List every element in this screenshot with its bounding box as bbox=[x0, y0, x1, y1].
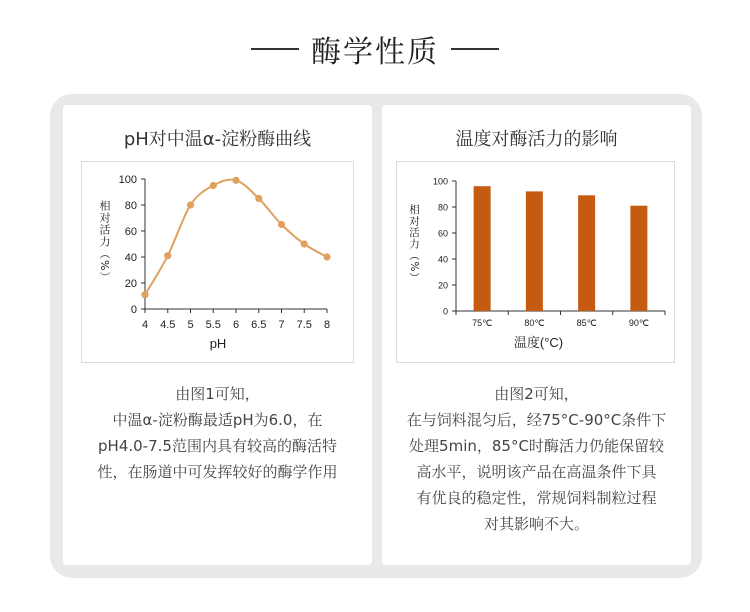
temp-description bbox=[396, 381, 677, 537]
data-point bbox=[141, 291, 148, 298]
x-tick-label: 4.5 bbox=[160, 319, 176, 331]
data-point bbox=[164, 252, 171, 259]
ph-card bbox=[63, 105, 372, 565]
x-tick-label: 90℃ bbox=[628, 318, 649, 328]
desc-line: 中温α-淀粉酶最适pH为6.0，在 bbox=[112, 411, 323, 429]
temp-bar-chart bbox=[397, 162, 676, 364]
bar bbox=[578, 195, 595, 311]
bar bbox=[474, 186, 491, 311]
temperature-card bbox=[382, 105, 691, 565]
ph-chart-frame bbox=[81, 161, 354, 363]
page-header bbox=[0, 26, 750, 72]
x-tick-label: 4 bbox=[141, 319, 149, 331]
y-tick-label: 40 bbox=[124, 252, 137, 264]
data-point bbox=[278, 221, 285, 228]
bar bbox=[630, 206, 647, 311]
x-tick-label: 7.5 bbox=[296, 319, 312, 331]
data-point bbox=[255, 195, 262, 202]
desc-line: 处理5min，85°C时酶活力仍能保留较 bbox=[409, 437, 664, 455]
title-right-dash bbox=[451, 48, 499, 50]
y-tick-label: 80 bbox=[437, 202, 448, 213]
y-tick-label: 80 bbox=[124, 200, 137, 212]
ph-line-chart bbox=[82, 162, 355, 364]
y-tick-label: 0 bbox=[130, 304, 137, 316]
bar bbox=[526, 191, 543, 311]
x-tick-label: 5.5 bbox=[205, 319, 221, 331]
desc-line: 高水平，说明该产品在高温条件下具 bbox=[416, 463, 657, 481]
ph-chart-title: pH对中温α-淀粉酶曲线 bbox=[123, 129, 312, 150]
x-tick-label: 85℃ bbox=[576, 318, 597, 328]
desc-line: 由图1可知， bbox=[175, 385, 260, 403]
x-tick-label: 6 bbox=[232, 319, 240, 331]
y-tick-label: 100 bbox=[432, 176, 448, 187]
series-line bbox=[145, 180, 327, 295]
data-point bbox=[323, 253, 330, 260]
x-axis-label: 温度(°C) bbox=[513, 335, 564, 350]
title-left-dash bbox=[251, 48, 299, 50]
desc-line: 在与饲料混匀后，经75°C-90°C条件下 bbox=[406, 411, 667, 429]
y-tick-label: 100 bbox=[118, 174, 137, 186]
data-point bbox=[210, 182, 217, 189]
x-tick-label: 5 bbox=[187, 319, 194, 331]
desc-line: 有优良的稳定性，常规饲料制粒过程 bbox=[416, 489, 657, 507]
temp-chart-frame bbox=[396, 161, 675, 363]
data-point bbox=[232, 177, 239, 184]
y-tick-label: 0 bbox=[442, 306, 448, 317]
desc-line: 对其影响不大。 bbox=[483, 515, 589, 533]
ph-chart-ylabel: 相对活力（%） bbox=[98, 200, 111, 284]
y-tick-label: 20 bbox=[437, 280, 448, 291]
x-tick-label: 80℃ bbox=[524, 318, 545, 328]
y-tick-label: 40 bbox=[437, 254, 448, 265]
data-point bbox=[301, 240, 308, 247]
x-tick-label: 8 bbox=[323, 319, 331, 331]
x-tick-label: 6.5 bbox=[251, 319, 267, 331]
page-title: 酶学性质 bbox=[311, 35, 439, 70]
y-tick-label: 20 bbox=[124, 278, 137, 290]
temp-chart-ylabel: 相对活力（%） bbox=[408, 204, 420, 284]
y-tick-label: 60 bbox=[437, 228, 448, 239]
x-axis-label: pH bbox=[209, 336, 227, 351]
desc-line: pH4.0-7.5范围内具有较高的酶活特 bbox=[98, 437, 337, 455]
desc-line: 由图2可知， bbox=[494, 385, 579, 403]
ph-description bbox=[77, 381, 358, 485]
temp-chart-title: 温度对酶活力的影响 bbox=[455, 129, 618, 150]
desc-line: 性，在肠道中可发挥较好的酶学作用 bbox=[97, 463, 338, 481]
x-tick-label: 7 bbox=[278, 319, 285, 331]
y-tick-label: 60 bbox=[124, 226, 137, 238]
x-tick-label: 75℃ bbox=[472, 318, 493, 328]
data-point bbox=[187, 201, 194, 208]
